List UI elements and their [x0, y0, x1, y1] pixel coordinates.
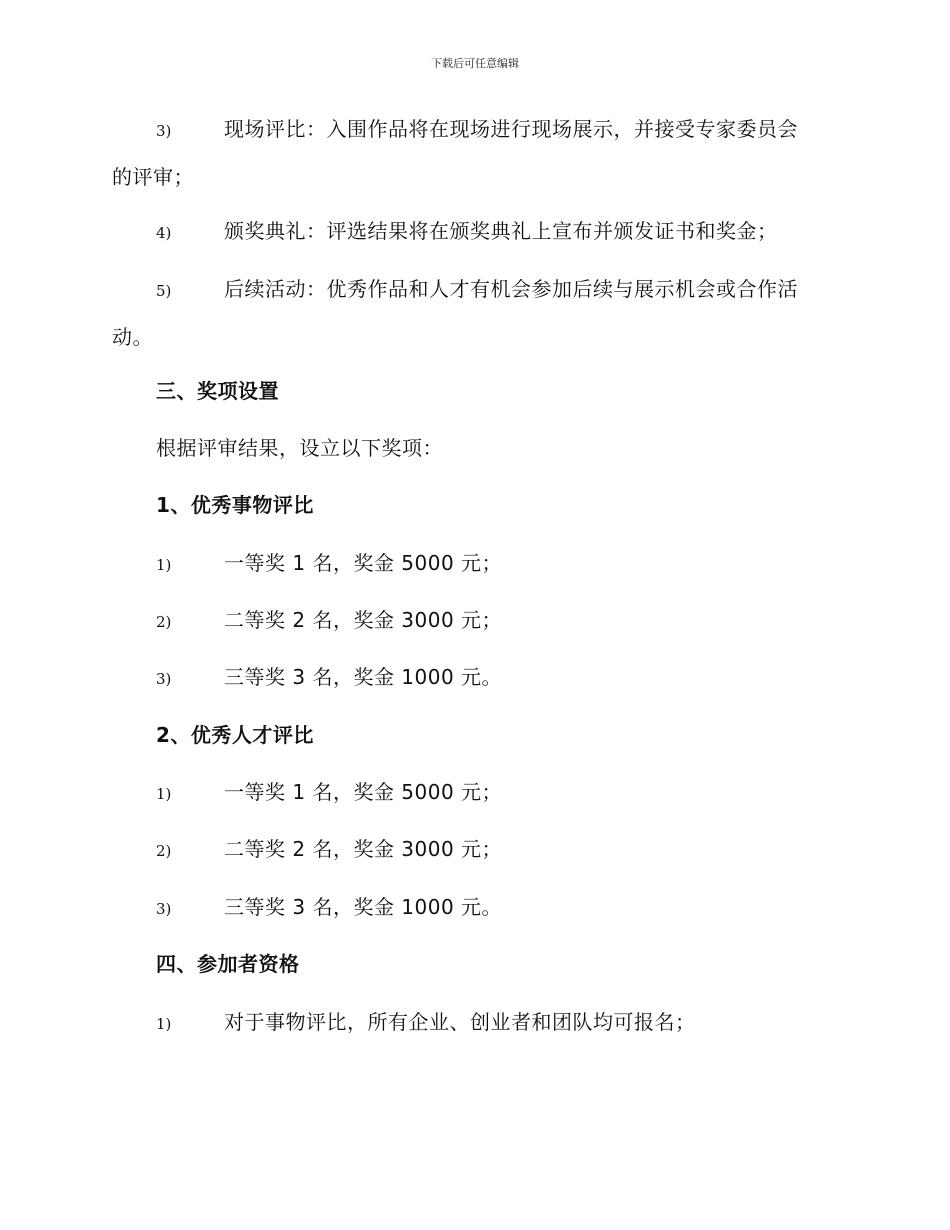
- list-number: 2): [156, 613, 172, 631]
- list-item: [112, 826, 834, 874]
- list-item: [112, 266, 834, 360]
- section-intro: 根据评审结果，设立以下奖项：: [156, 436, 443, 460]
- list-number: 3): [156, 670, 172, 688]
- list-text: 现场评比：入围作品将在现场进行现场展示，并接受专家委员会: [224, 117, 798, 141]
- list-text: 对于事物评比，所有企业、创业者和团队均可报名；: [224, 1010, 696, 1034]
- list-item: [112, 884, 834, 932]
- list-number: 1): [156, 1015, 172, 1033]
- list-number: 1): [156, 785, 172, 803]
- list-number: 3): [156, 900, 172, 918]
- list-text: 一等奖 1 名，奖金 5000 元；: [224, 551, 503, 575]
- list-text: 后续活动：优秀作品和人才有机会参加后续与展示机会或合作活: [224, 277, 798, 301]
- list-item: [112, 999, 834, 1047]
- list-text: 三等奖 3 名，奖金 1000 元。: [224, 665, 503, 689]
- list-number: 5): [156, 282, 172, 300]
- list-text: 二等奖 2 名，奖金 3000 元；: [224, 608, 503, 632]
- list-item: [112, 769, 834, 817]
- subsection-heading: 2、优秀人才评比: [156, 723, 314, 747]
- list-text: 颁奖典礼：评选结果将在颁奖典礼上宣布并颁发证书和奖金；: [224, 219, 778, 243]
- list-number: 4): [156, 224, 172, 242]
- list-text-continuation: 动。: [112, 325, 153, 349]
- list-text: 二等奖 2 名，奖金 3000 元；: [224, 837, 503, 861]
- list-item: [112, 208, 834, 256]
- list-item: [112, 540, 834, 588]
- list-number: 2): [156, 842, 172, 860]
- section-heading: 四、参加者资格: [156, 952, 300, 976]
- page-header: 下载后可任意编辑: [431, 57, 519, 70]
- list-item: [112, 106, 834, 200]
- list-item: [112, 597, 834, 645]
- list-text: 一等奖 1 名，奖金 5000 元；: [224, 780, 503, 804]
- list-number: 3): [156, 122, 172, 140]
- list-text: 三等奖 3 名，奖金 1000 元。: [224, 895, 503, 919]
- list-number: 1): [156, 556, 172, 574]
- subsection-heading: 1、优秀事物评比: [156, 493, 314, 517]
- list-item: [112, 654, 834, 702]
- section-heading: 三、奖项设置: [156, 379, 279, 403]
- list-text-continuation: 的评审；: [112, 165, 194, 189]
